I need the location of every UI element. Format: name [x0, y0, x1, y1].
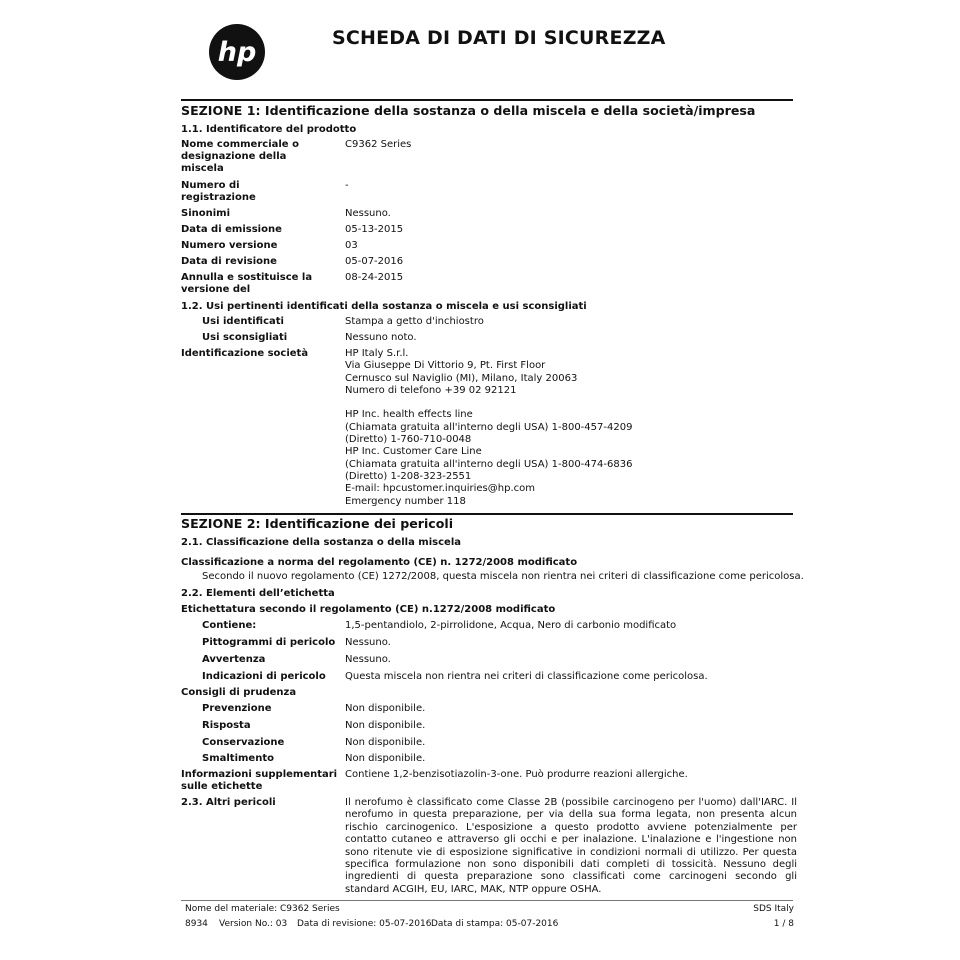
field-value-contains: 1,5-pentandiolo, 2-pirrolidone, Acqua, Nero di carbonio modificato	[345, 620, 677, 631]
field-label-prevention: Prevenzione	[202, 703, 272, 714]
field-value-disposal: Non disponibile.	[345, 753, 426, 764]
section-2-title: SEZIONE 2: Identificazione dei pericoli	[181, 516, 454, 531]
svg-text:hp: hp	[217, 37, 257, 68]
field-value-supplemental-info: Contiene 1,2-benzisotiazolin-3-one. Può produrre reazioni allergiche.	[345, 769, 688, 780]
field-value-trade-name: C9362 Series	[345, 139, 412, 150]
field-label-registration-number: Numero di registrazione	[181, 180, 256, 203]
field-label-uses-advised-against: Usi sconsigliati	[202, 332, 288, 343]
company-line: Cernusco sul Naviglio (MI), Milano, Italy 20063	[345, 372, 578, 384]
field-label-synonyms: Sinonimi	[181, 208, 231, 219]
footer-page-number: 1 / 8	[773, 919, 794, 929]
field-label-version-number: Numero versione	[181, 240, 278, 251]
company-line-blank	[345, 397, 632, 409]
hp-logo	[209, 24, 265, 80]
company-line: HP Inc. Customer Care Line	[345, 446, 482, 458]
field-label-contains: Contiene:	[202, 620, 257, 631]
field-value-prevention: Non disponibile.	[345, 703, 426, 714]
field-label-response: Risposta	[202, 720, 251, 731]
field-label-supersedes: Annulla e sostituisce la versione del	[181, 272, 313, 295]
footer-divider	[181, 900, 793, 901]
field-value-issue-date: 05-13-2015	[345, 224, 404, 235]
field-label-revision-date: Data di revisione	[181, 256, 277, 267]
field-value-storage: Non disponibile.	[345, 737, 426, 748]
company-line: Numero di telefono +39 02 92121	[345, 384, 517, 396]
field-value-supersedes: 08-24-2015	[345, 272, 404, 283]
company-email-line: E-mail: hpcustomer.inquiries@hp.com	[345, 483, 535, 495]
clp-classification-text: Secondo il nuovo regolamento (CE) 1272/2008, questa miscela non rientra nei criteri di classificazione come pericolosa.	[202, 571, 804, 582]
footer-doc-code: 8934	[185, 919, 208, 929]
footer-material-name: Nome del materiale: C9362 Series	[185, 904, 340, 914]
field-value-revision-date: 05-07-2016	[345, 256, 404, 267]
subsection-1-2-title: 1.2. Usi pertinenti identificati della sostanza o miscela e usi sconsigliati	[181, 301, 587, 312]
company-line: HP Inc. health effects line	[345, 409, 473, 421]
field-label-hazard-pictograms: Pittogrammi di pericolo	[202, 637, 336, 648]
field-value-hazard-statements: Questa miscela non rientra nei criteri di classificazione come pericolosa.	[345, 671, 708, 682]
field-value-version-number: 03	[345, 240, 358, 251]
company-line: (Diretto) 1-760-710-0048	[345, 434, 472, 446]
field-value-identified-uses: Stampa a getto d'inchiostro	[345, 316, 484, 327]
field-label-precautionary-statements: Consigli di prudenza	[181, 687, 297, 698]
field-value-signal-word: Nessuno.	[345, 654, 391, 665]
subsection-1-1-title: 1.1. Identificatore del prodotto	[181, 124, 357, 135]
section-1-title: SEZIONE 1: Identificazione della sostanza o della miscela e della società/impresa	[181, 103, 756, 118]
field-label-trade-name: Nome commerciale o designazione della miscela	[181, 139, 299, 174]
field-label-other-hazards: 2.3. Altri pericoli	[181, 797, 276, 808]
company-line: (Diretto) 1-208-323-2551	[345, 470, 472, 482]
field-value-response: Non disponibile.	[345, 720, 426, 731]
field-value-hazard-pictograms: Nessuno.	[345, 637, 391, 648]
subsection-2-2-title: 2.2. Elementi dell’etichetta	[181, 588, 335, 599]
company-line: (Chiamata gratuita all'interno degli USA) 1-800-457-4209	[345, 421, 633, 433]
company-contact-block	[345, 348, 632, 508]
footer-print-date: Data di stampa: 05-07-2016	[431, 919, 559, 929]
section-divider	[181, 513, 793, 515]
field-label-supplemental-info: Informazioni supplementari sulle etichette	[181, 769, 338, 792]
footer-sds-region: SDS Italy	[753, 904, 794, 914]
field-label-signal-word: Avvertenza	[202, 654, 266, 665]
document-title: SCHEDA DI DATI DI SICUREZZA	[332, 27, 666, 49]
subsection-2-1-title: 2.1. Classificazione della sostanza o della miscela	[181, 537, 461, 548]
field-value-synonyms: Nessuno.	[345, 208, 391, 219]
field-label-identified-uses: Usi identificati	[202, 316, 284, 327]
label-elements-heading: Etichettatura secondo il regolamento (CE) n.1272/2008 modificato	[181, 604, 556, 615]
company-line: Emergency number 118	[345, 495, 466, 507]
field-label-hazard-statements: Indicazioni di pericolo	[202, 671, 326, 682]
field-label-disposal: Smaltimento	[202, 753, 274, 764]
company-line: HP Italy S.r.l.	[345, 348, 409, 359]
company-line: (Chiamata gratuita all'interno degli USA) 1-800-474-6836	[345, 458, 633, 470]
field-value-other-hazards: Il nerofumo è classificato come Classe 2B (possibile carcinogeno per l'uomo) dall'IARC. Il nerofumo in questa preparazione, per via della sua forma legata, non presenta alcun rischio carcinogenico. L'esposizione a questo prodotto avviene potenzialmente per contatto cutaneo e attraverso gli occhi e per inalazione. L'inalazione e l'ingestione non sono ritenute vie di esposizione significative in condizioni normali di utilizzo. Per questa specifica formulazione non sono disponibili dati completi di tossicità. Nessuno degli ingredienti di questa preparazione sono classificati come carcinogeni secondo gli standard ACGIH, EU, IARC, MAK, NTP oppure OSHA.	[345, 797, 797, 895]
section-divider	[181, 99, 793, 101]
field-label-storage: Conservazione	[202, 737, 285, 748]
field-label-issue-date: Data di emissione	[181, 224, 282, 235]
footer-version: Version No.: 03	[219, 919, 288, 929]
company-line: Via Giuseppe Di Vittorio 9, Pt. First Floor	[345, 360, 546, 372]
field-value-registration-number: -	[345, 180, 349, 191]
field-label-company-identification: Identificazione società	[181, 348, 309, 359]
field-value-uses-advised-against: Nessuno noto.	[345, 332, 417, 343]
clp-classification-heading: Classificazione a norma del regolamento (CE) n. 1272/2008 modificato	[181, 557, 578, 568]
footer-revision-date: Data di revisione: 05-07-2016	[297, 919, 432, 929]
